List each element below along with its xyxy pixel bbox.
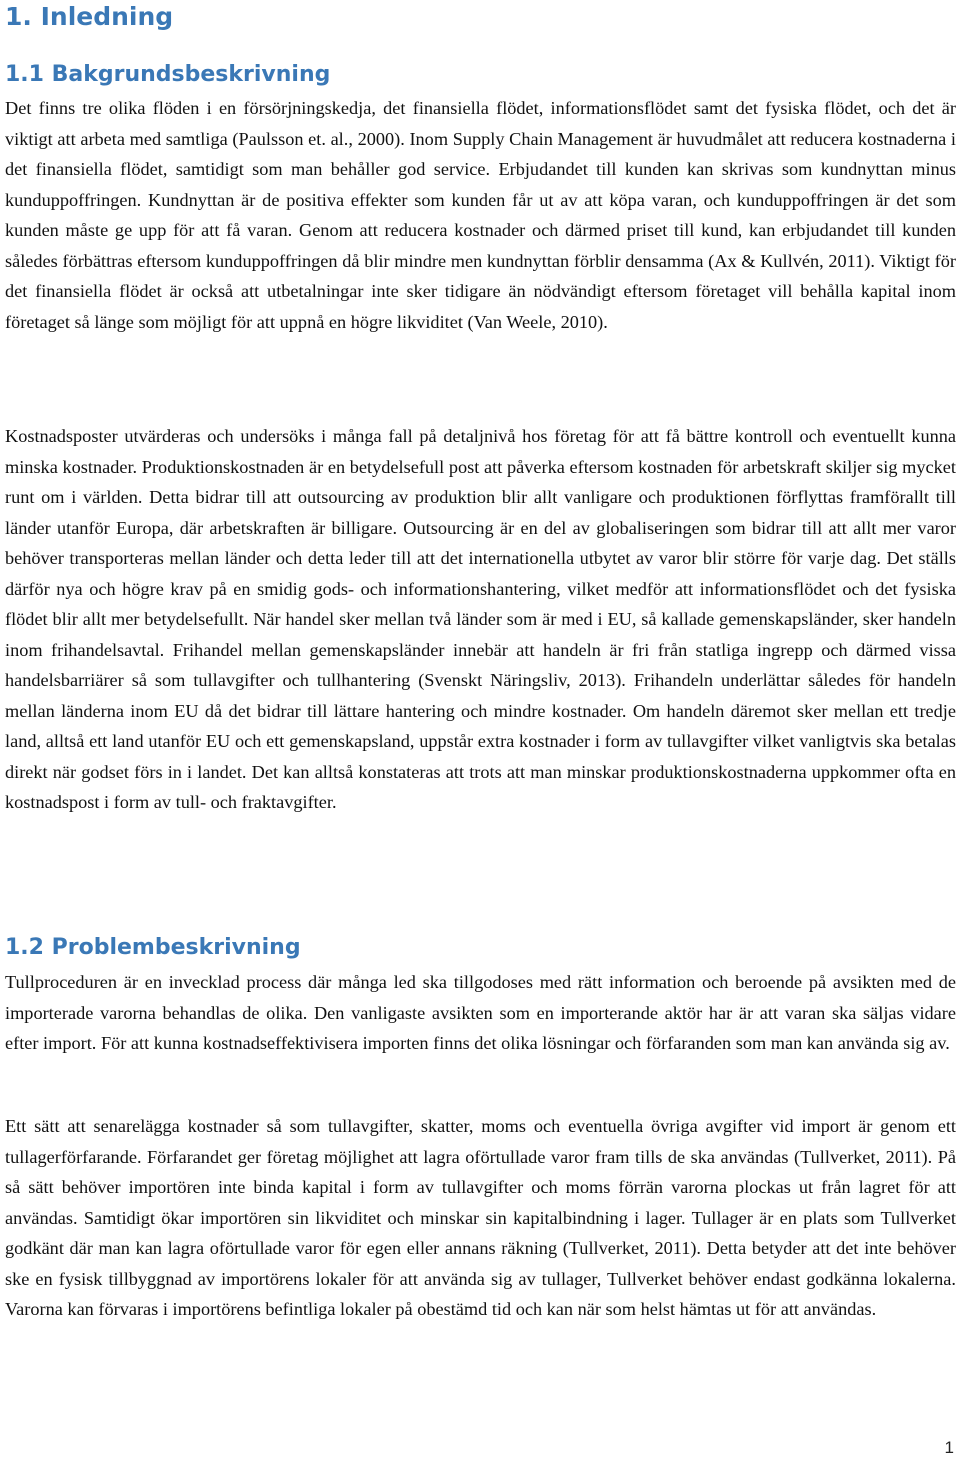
section-heading-background: 1.1 Bakgrundsbeskrivning	[5, 62, 331, 87]
section-heading-problem: 1.2 Problembeskrivning	[5, 935, 301, 960]
paragraph-problem-1: Tullproceduren är en invecklad process där många led ska tillgodoses med rätt information och beroende på avsikten med de importerade varorna behandlas de olika. Den vanligaste avsikten som en importerande aktör har är att varan ska säljas vidare efter import. För att kunna kostnadseffektivisera importen finns det olika lösningar och förfaranden som man kan använda sig av.	[5, 972, 956, 1053]
chapter-heading: 1. Inledning	[5, 2, 174, 31]
paragraph-problem-2: Ett sätt att senarelägga kostnader så som tullavgifter, skatter, moms och eventuella övriga avgifter vid import är genom ett tullagerförfarande. Förfarandet ger företag möjlighet att lagra oförtullade varor fram tills de ska användas (Tullverket, 2011). På så sätt behöver importören inte binda kapital i form av tullavgifter och moms förrän varorna plockas ut från lagret för att användas. Samtidigt ökar importören sin likviditet och minskar sin kapitalbindning i lager. Tullager är en plats som Tullverket godkänt där man kan lagra oförtullade varor för egen eller annans räkning (Tullverket, 2011). Detta betyder att det inte behöver ske en fysisk tillbyggnad av importörens lokaler för att använda sig av tullager, Tullverket behöver endast godkänna lokalerna. Varorna kan förvaras i importörens befintliga lokaler på obestämd tid och kan när som helst hämtas ut för att användas.	[5, 1116, 956, 1319]
paragraph-background-1: Det finns tre olika flöden i en försörjningskedja, det finansiella flödet, informationsflödet samt det fysiska flödet, och det är viktigt att arbeta med samtliga (Paulsson et. al., 2000). Inom Supply Chain Management är huvudmålet att reducera kostnaderna i det finansiella flödet, samtidigt som man behåller god service. Erbjudandet till kunden kan skrivas som kundnyttan minus kunduppoffringen. Kundnyttan är de positiva effekter som kunden får ut av att köpa varan, och kunduppoffringen är det som kunden måste ge upp för att få varan. Genom att reducera kostnader och därmed priset till kund, kan erbjudandet till kunden således förbättras eftersom kunduppoffringen då blir mindre men kundnyttan förblir densamma (Ax & Kullvén, 2011). Viktigt för det finansiella flödet är också att utbetalningar inte sker tidigare än nödvändigt eftersom företaget vill behålla kapital inom företaget så länge som möjligt för att uppnå en högre likviditet (Van Weele, 2010).	[5, 98, 956, 332]
page-number: 1	[944, 1438, 954, 1457]
paragraph-background-2: Kostnadsposter utvärderas och undersöks i många fall på detaljnivå hos företag för att få bättre kontroll och eventuellt kunna minska kostnader. Produktionskostnaden är en betydelsefull post att påverka eftersom kostnaden för arbetskraft skiljer sig mycket runt om i världen. Detta bidrar till att outsourcing av produktion blir allt vanligare och produktionen förflyttas framförallt till länder utanför Europa, där arbetskraften är billigare. Outsourcing är en del av globaliseringen som bidrar till att allt mer varor behöver transporteras mellan länder och detta leder till att det internationella utbytet av varor blir större för varje dag. Det ställs därför nya och högre krav på en smidig gods- och informationshantering, vilket medför att informationsflödet och det fysiska flödet blir allt mer betydelsefullt. När handel sker mellan två länder som är med i EU, så kallade gemenskapsländer, sker handeln inom frihandelsavtal. Frihandel mellan gemenskapsländer innebär att handeln är fri från statliga ingrepp och därmed vissa handelsbarriärer så som tullavgifter och tullhantering (Svenskt Näringsliv, 2013). Frihandeln underlättar således för handeln mellan länderna inom EU då det bidrar till lättare hantering och mindre kostnader. Om handeln däremot sker mellan ett tredje land, alltså ett land utanför EU och ett gemenskapsland, uppstår extra kostnader i form av tullavgifter vilket vanligtvis ska betalas direkt när godset förs in i landet. Det kan alltså konstateras att trots att man minskar produktionskostnaderna uppkommer ofta en kostnadspost i form av tull- och fraktavgifter.	[5, 426, 956, 812]
